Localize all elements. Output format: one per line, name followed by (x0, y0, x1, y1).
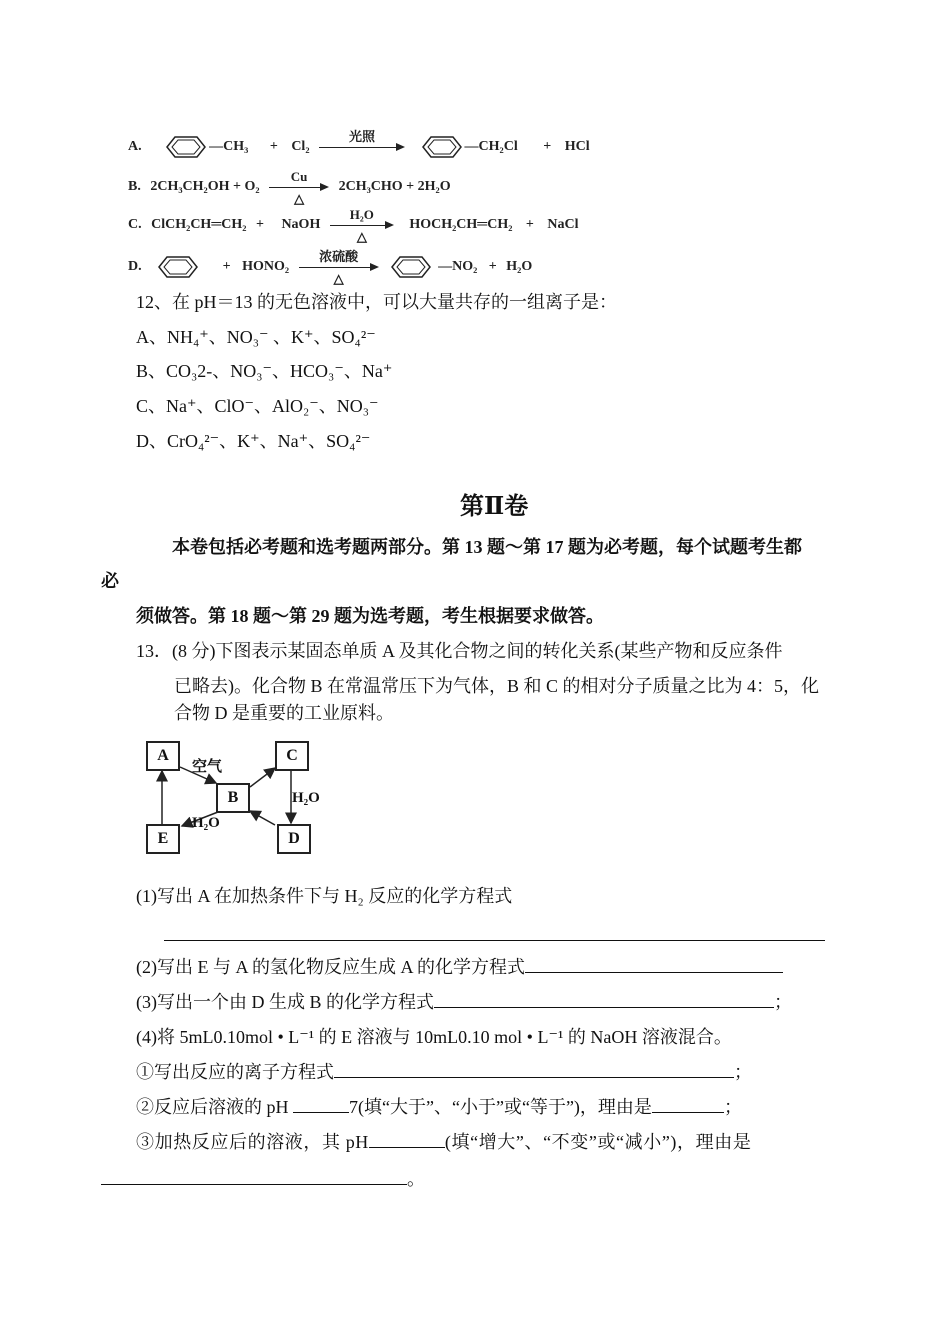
plus: + (543, 139, 552, 155)
byproduct: HCl (564, 139, 590, 155)
q13-sub2 (136, 1096, 742, 1118)
label-h2o-be: H₂O (192, 815, 220, 831)
reagent: HONO₂ (242, 259, 290, 275)
answer-blank-6[interactable] (652, 1096, 724, 1113)
condition: 光照 (349, 129, 376, 144)
sub3-text-b: (填“增大”、“不变”或“减小”)，理由是 (444, 1132, 752, 1152)
plus: + (488, 259, 497, 275)
q13-stem-line2: 已略去)。化合物 B 在常温常压下为气体，B 和 C 的相对分子质量之比为 4：5，化 (174, 676, 820, 696)
part3-text: (3)写出一个由 D 生成 B 的化学方程式 (136, 992, 434, 1012)
byproduct: NaCl (547, 217, 579, 233)
q13-sub3 (136, 1131, 751, 1153)
q13-stem-line3: 合物 D 是重要的工业原料。 (174, 703, 394, 723)
option-label: A. (128, 139, 142, 155)
option-label: D. (128, 259, 142, 275)
label-air: 空气 (192, 759, 223, 775)
part2-text: (2)写出 E 与 A 的氢化物反应生成 A 的化学方程式 (136, 957, 525, 977)
q12-option-c: C、Na⁺、ClO⁻、AlO₂⁻、NO₃⁻ (136, 396, 379, 416)
plus: + (525, 217, 534, 233)
punct: ； (774, 992, 792, 1012)
heat-icon: △ (333, 271, 344, 286)
q13-sub3-wrap (101, 1168, 425, 1190)
plus: + (222, 259, 231, 275)
reactant: 2CH₃CH₂OH + O₂ (150, 179, 260, 195)
answer-blank-5[interactable] (293, 1096, 349, 1113)
benzene-ring-icon (159, 134, 209, 160)
heat-icon: △ (356, 229, 367, 244)
q13-part3 (136, 991, 792, 1013)
plus: + (269, 139, 278, 155)
reagent: Cl₂ (291, 139, 310, 155)
benzene-ring-icon (415, 134, 465, 160)
q13-sub1 (136, 1061, 752, 1083)
section-intro-line1-wrap: 必 (101, 571, 119, 591)
sub2-text-b: 7(填“大于”、“小于”或“等于”)，理由是 (349, 1097, 652, 1117)
answer-line-1[interactable] (164, 940, 825, 941)
reaction-b (128, 169, 451, 206)
q12-option-a: A、NH₄⁺、NO₃⁻ 、K⁺、SO₄²⁻ (136, 327, 376, 347)
reactant: ClCH₂CH═CH₂ (151, 217, 247, 233)
reaction-c (128, 207, 579, 244)
condition: 浓硫酸 (319, 249, 359, 264)
node-a: A (146, 741, 180, 771)
option-label: B. (128, 179, 141, 195)
conversion-diagram (140, 735, 340, 860)
heat-icon: △ (294, 191, 305, 206)
section-intro-line1: 本卷包括必考题和选考题两部分。第 13 题～第 17 题为必考题，每个试题考生都 (172, 537, 802, 557)
node-b: B (216, 783, 250, 813)
reactant: CH₃ (223, 139, 249, 155)
product: CH₂Cl (478, 139, 518, 155)
q13-part1: (1)写出 A 在加热条件下与 H₂ 反应的化学方程式 (136, 886, 513, 906)
plus: + (255, 217, 264, 233)
sub1-text: ①写出反应的离子方程式 (136, 1062, 334, 1082)
node-c: C (275, 741, 309, 771)
q12-option-b: B、CO₃2-、NO₃⁻、HCO₃⁻、Na⁺ (136, 361, 393, 381)
q13-part2 (136, 956, 783, 978)
label-h2o-cd: H₂O (292, 790, 320, 806)
answer-blank-7[interactable] (369, 1131, 445, 1148)
reaction-a: A. —CH₃ + Cl₂ 光照 —CH₂Cl + HCl (128, 134, 590, 160)
q12-option-d: D、CrO₄²⁻、K⁺、Na⁺、SO₄²⁻ (136, 431, 371, 451)
reagent: NaOH (281, 217, 321, 233)
node-d: D (277, 824, 311, 854)
sub3-text: ③加热反应后的溶液，其 pH (136, 1132, 369, 1152)
product: HOCH₂CH═CH₂ (409, 217, 513, 233)
condition: H₂O (349, 207, 374, 222)
section-intro-line2: 须做答。第 18 题～第 29 题为选考题，考生根据要求做答。 (136, 606, 604, 626)
sub2-text: ②反应后溶液的 pH (136, 1097, 289, 1117)
benzene-ring-icon (388, 254, 438, 280)
q13-part4: (4)将 5mL0.10mol • L⁻¹ 的 E 溶液与 10mL0.10 mol • L⁻¹ 的 NaOH 溶液混合。 (136, 1027, 732, 1047)
q13-stem-line1: 13．(8 分)下图表示某固态单质 A 及其化合物之间的转化关系(某些产物和反应条件 (136, 641, 783, 661)
answer-blank-8[interactable] (101, 1168, 407, 1185)
product: 2CH₃CHO + 2H₂O (338, 179, 451, 195)
benzene-ring-icon (155, 254, 205, 280)
option-label: C. (128, 217, 142, 233)
answer-blank-2[interactable] (525, 956, 783, 973)
section-title: 第Ⅱ卷 (460, 494, 529, 520)
reaction-d: D. + HONO₂ 浓硫酸 △ —NO₂ + H₂O (128, 254, 532, 280)
node-e: E (146, 824, 180, 854)
punct: ； (723, 1097, 742, 1117)
condition: Cu (290, 169, 308, 184)
byproduct: H₂O (506, 259, 533, 275)
answer-blank-3[interactable] (434, 991, 774, 1008)
punct: 。 (407, 1169, 425, 1189)
punct: ； (734, 1062, 752, 1082)
answer-blank-4[interactable] (334, 1061, 734, 1078)
product: NO₂ (452, 259, 478, 275)
q12-stem: 12、在 pH＝13 的无色溶液中，可以大量共存的一组离子是： (136, 292, 617, 312)
